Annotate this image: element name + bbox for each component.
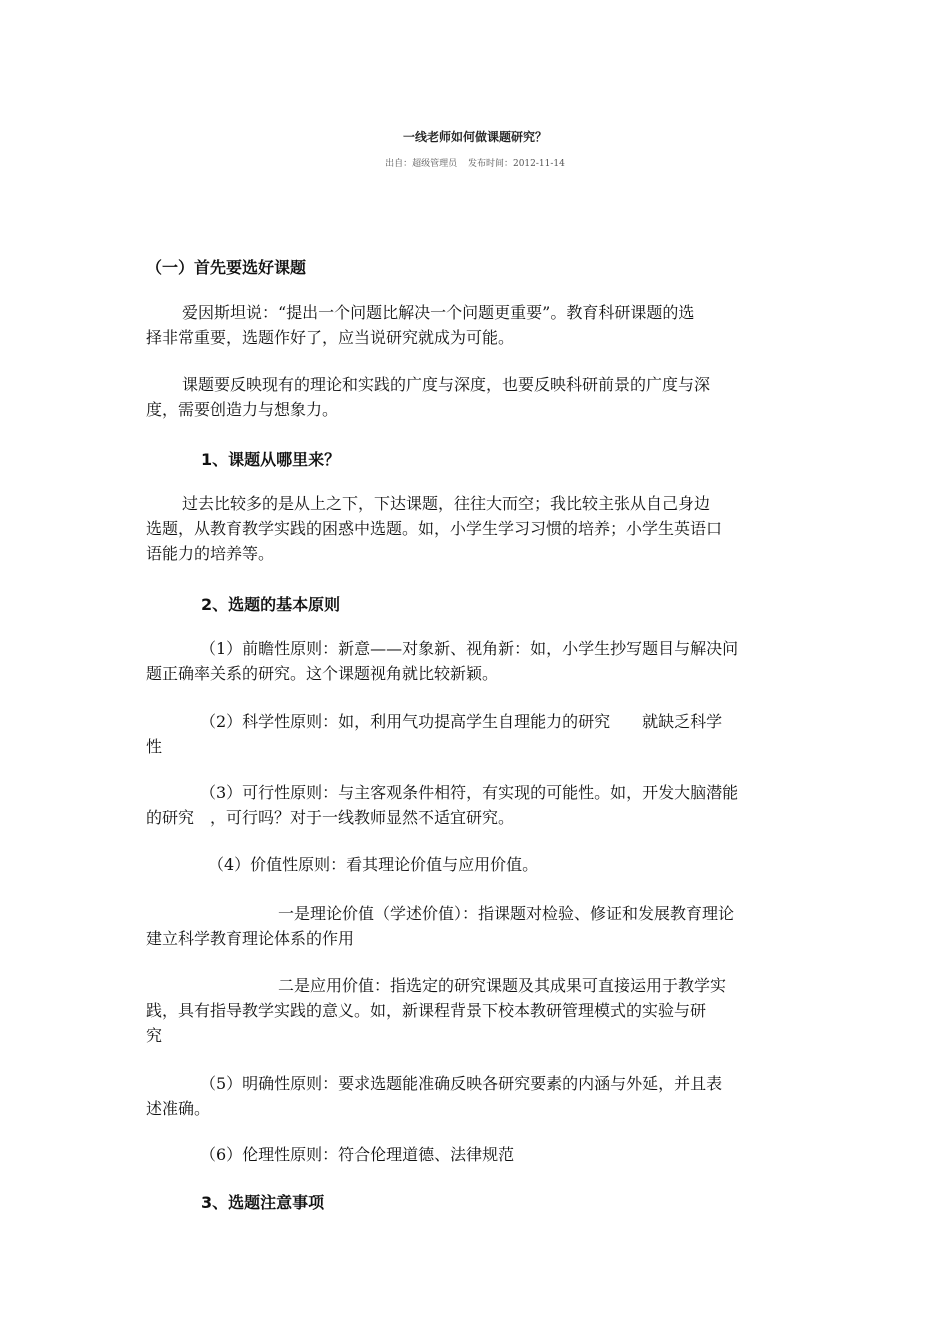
subheading-3: 3、选题注意事项 <box>201 1193 325 1212</box>
subheading-2: 2、选题的基本原则 <box>201 595 341 614</box>
text-line: 述准确。 <box>146 1099 211 1118</box>
text-line: 过去比较多的是从上之下，下达课题，往往大而空；我比较主张从自己身边 <box>182 494 711 513</box>
principle-2 <box>146 709 810 759</box>
text-line: 究 <box>146 1026 163 1045</box>
section-heading-1: （一）首先要选好课题 <box>146 258 307 277</box>
text-line: 题正确率关系的研究。这个课题视角就比较新颖。 <box>146 664 499 683</box>
principle-6 <box>146 1142 810 1167</box>
text-line: 二是应用价值：指选定的研究课题及其成果可直接运用于教学实 <box>278 976 727 995</box>
article-meta <box>0 156 950 169</box>
principle-1 <box>146 636 810 686</box>
principle-3 <box>146 780 810 830</box>
theory-value <box>146 901 810 951</box>
text-line: 性 <box>146 737 163 756</box>
paragraph-topic-source <box>146 491 810 566</box>
article-title: 一线老师如何做课题研究？ <box>402 130 547 144</box>
text-line: 语能力的培养等。 <box>146 544 275 563</box>
text-line: （3）可行性原则：与主客观条件相符，有实现的可能性。如，开发大脑潜能 <box>200 783 739 802</box>
application-value <box>146 973 810 1048</box>
text-line: （4）价值性原则：看其理论价值与应用价值。 <box>208 855 539 874</box>
principle-5 <box>146 1071 810 1121</box>
text-line: 课题要反映现有的理论和实践的广度与深度，也要反映科研前景的广度与深 <box>182 375 711 394</box>
date-label: 发布时间：2012-11-14 <box>467 159 565 169</box>
text-line: 爱因斯坦说：“提出一个问题比解决一个问题更重要”。教育科研课题的选 <box>182 303 695 322</box>
principle-4 <box>146 852 810 877</box>
source-label: 出自：超级管理员 <box>385 159 458 169</box>
text-line: 一是理论价值（学述价值）：指课题对检验、修证和发展教育理论 <box>278 904 735 923</box>
paragraph-topic-reflect <box>146 372 810 422</box>
text-line: 践，具有指导教学实践的意义。如，新课程背景下校本教研管理模式的实验与研 <box>146 1001 707 1020</box>
subheading-1: 1、课题从哪里来？ <box>201 450 341 469</box>
paragraph-einstein <box>146 300 810 350</box>
text-line: （5）明确性原则：要求选题能准确反映各研究要素的内涵与外延，并且表 <box>200 1074 723 1093</box>
text-line: 建立科学教育理论体系的作用 <box>146 929 355 948</box>
text-line: 择非常重要，选题作好了，应当说研究就成为可能。 <box>146 328 515 347</box>
text-line: 选题，从教育教学实践的困惑中选题。如，小学生学习习惯的培养；小学生英语口 <box>146 519 723 538</box>
text-line: （2）科学性原则：如，利用气功提高学生自理能力的研究 就缺乏科学 <box>200 712 723 731</box>
text-line: （6）伦理性原则：符合伦理道德、法律规范 <box>200 1145 515 1164</box>
text-line: 的研究 ，可行吗？对于一线教师显然不适宜研究。 <box>146 808 515 827</box>
text-line: 度，需要创造力与想象力。 <box>146 400 339 419</box>
text-line: （1）前瞻性原则：新意——对象新、视角新：如，小学生抄写题目与解决问 <box>200 639 739 658</box>
